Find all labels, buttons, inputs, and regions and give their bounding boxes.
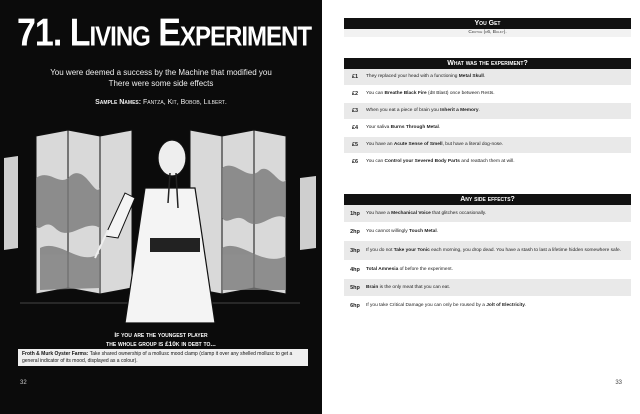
- row-text: You can Breathe Black Fire (d8 Blast) once between Rests.: [366, 91, 495, 96]
- sample-names-label: Sample Names:: [95, 99, 142, 106]
- youngest-line-2: the whole group is £10k in debt to...: [106, 341, 216, 348]
- row-text: When you eat a piece of brain you Inherit a Memory.: [366, 108, 480, 113]
- intro-line-2: There were some side effects: [108, 79, 214, 88]
- row-text: If you take Critical Damage you can only be roused by a Jolt of Electricity.: [366, 302, 527, 308]
- row-text: Total Amnesia of before the experiment.: [366, 266, 453, 272]
- table-row: [344, 279, 631, 297]
- roll-value: £4: [351, 125, 359, 131]
- roll-value: £2: [351, 91, 359, 97]
- experiment-header: What was the experiment?: [344, 58, 631, 69]
- table-row: [344, 69, 631, 86]
- illustration: [0, 118, 322, 323]
- debt-creditor: Froth & Murk Oyster Farms:: [22, 351, 89, 357]
- side-effects-table: [344, 194, 631, 315]
- youngest-line-1: If you are the youngest player: [114, 332, 208, 339]
- intro-text: [20, 67, 302, 89]
- experiment-rows: [344, 69, 631, 171]
- you-get-header: You Get: [344, 18, 631, 29]
- table-row: [344, 261, 631, 279]
- table-row: [344, 103, 631, 120]
- page-number-right: 33: [615, 380, 622, 386]
- youngest-player-note: [30, 331, 292, 349]
- table-row: [344, 137, 631, 154]
- row-text: Brain is the only meat that you can eat.: [366, 284, 450, 290]
- roll-value: £1: [351, 74, 359, 80]
- row-text: They replaced your head with a functioning Metal Skull.: [366, 74, 486, 79]
- table-row: [344, 223, 631, 241]
- right-page: [322, 0, 640, 414]
- roll-value: 4hp: [350, 266, 360, 273]
- row-text: You cannot willingly Touch Metal.: [366, 228, 439, 234]
- roll-value: £6: [351, 159, 359, 165]
- sample-names-list: Fantza, Kit, Bobob, Lilbert.: [143, 99, 227, 106]
- row-text: You can Control your Severed Body Parts and reattach them at will.: [366, 159, 515, 164]
- you-get-table: [344, 18, 631, 37]
- row-text: Your saliva Burns Through Metal.: [366, 125, 441, 130]
- table-row: [344, 154, 631, 171]
- roll-value: 6hp: [350, 302, 360, 309]
- roll-value: 1hp: [350, 210, 360, 217]
- intro-line-1: You were deemed a success by the Machine that modified you: [50, 68, 272, 77]
- table-row: [344, 297, 631, 315]
- side-effects-rows: [344, 205, 631, 315]
- row-text: You have a Mechanical Voice that glitches occasionally.: [366, 210, 487, 216]
- side-effects-header: Any side effects?: [344, 194, 631, 205]
- you-get-body: Crutch (d6, Bulky).: [344, 29, 631, 37]
- roll-value: 3hp: [350, 247, 360, 254]
- table-row: [344, 241, 631, 261]
- debt-description: Take shared ownership of a mollusc mood clamp (clamp it over any shelled mollusc to get a general indicator of its mood, displayed as a colour).: [22, 351, 293, 364]
- table-row: [344, 120, 631, 137]
- roll-value: £3: [351, 108, 359, 114]
- experiment-table: [344, 58, 631, 171]
- roll-value: 5hp: [350, 284, 360, 291]
- row-text: You have an Acute Sense of Smell, but have a literal dog-nose.: [366, 142, 504, 147]
- page-title: 71. Living Experiment: [17, 11, 311, 55]
- table-row: [344, 86, 631, 103]
- roll-value: 2hp: [350, 228, 360, 235]
- roll-value: £5: [351, 142, 359, 148]
- row-text: If you do not Take your Tonic each morning, you drop dead. You have a stash to last a lifetime hidden somewhere safe.: [366, 247, 622, 253]
- table-row: [344, 205, 631, 223]
- debt-box: [18, 349, 308, 366]
- page-number-left: 32: [20, 380, 27, 386]
- sample-names: [20, 99, 302, 106]
